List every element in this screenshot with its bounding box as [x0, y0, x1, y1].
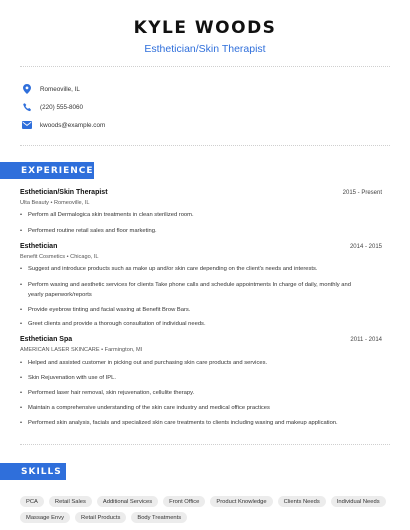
job-bullet: • Perform waxing and aesthetic services for clients Take phone calls and schedule appointments In charge of daily, monthly and yearly paperwork/reports — [20, 281, 365, 300]
contact-location — [22, 82, 80, 96]
skill-chip: Retail Products — [75, 512, 126, 523]
job-company-line: Ulta Beauty • Romeoville, IL — [20, 200, 90, 206]
skill-chip: Clients Needs — [278, 496, 326, 507]
job-bullet: • Maintain a comprehensive understanding of the skin care industry and medical office practices — [20, 404, 365, 414]
resume-header — [0, 18, 410, 55]
section-heading-experience: EXPERIENCE — [0, 162, 94, 179]
contact-email[interactable] — [22, 118, 105, 132]
job-title-headline: Esthetician/Skin Therapist — [144, 43, 266, 55]
company-name: AMERICAN LASER SKINCARE — [20, 347, 100, 353]
job-bullet: • Suggest and introduce products such as make up and/or skin care depending on the client's needs and interests. — [20, 265, 365, 275]
map-pin-icon — [22, 84, 32, 94]
job-bullet: • Skin Rejuvenation with use of IPL. — [20, 374, 365, 384]
job-title: Esthetician/Skin Therapist — [20, 189, 108, 196]
skill-chip: Retail Sales — [49, 496, 92, 507]
divider — [20, 444, 390, 445]
skill-chip: Body Treatments — [131, 512, 187, 523]
job-bullet: • Greet clients and provide a thorough consultation of individual needs. — [20, 320, 365, 330]
job-dates: 2011 - 2014 — [350, 337, 382, 343]
skill-chip: Massage Envy — [20, 512, 70, 523]
job-bullet: • Performed laser hair removal, skin rejuvenation, cellulite therapy. — [20, 389, 365, 399]
company-location: Chicago, IL — [70, 254, 99, 260]
job-bullet: • Performed skin analysis, facials and specialized skin care treatments to clients including waxing and makeup application. — [20, 419, 365, 429]
company-name: Ulta Beauty — [20, 200, 49, 206]
candidate-name: KYLE WOODS — [133, 18, 277, 38]
job-company-line: AMERICAN LASER SKINCARE • Farmington, MI — [20, 347, 143, 353]
skill-chip: Front Office — [163, 496, 205, 507]
job-dates: 2014 - 2015 — [349, 244, 382, 250]
location-text: Romeoville, IL — [40, 85, 80, 93]
company-location: Farmington, MI — [104, 347, 143, 353]
skill-chip: Additional Services — [97, 496, 158, 507]
section-heading-skills: SKILLS — [0, 463, 66, 480]
job-bullet: • Perform all Dermalogica skin treatments in clean sterilized room. — [20, 211, 365, 221]
envelope-icon — [22, 120, 32, 130]
phone-icon — [22, 102, 32, 112]
job-bullet: • Provide eyebrow tinting and facial waxing at Benefit Brow Bars. — [20, 306, 365, 316]
job-dates: 2015 - Present — [342, 190, 382, 196]
email-text[interactable]: kwoods@example.com — [40, 121, 106, 129]
company-name: Benefit Cosmetics — [20, 254, 66, 260]
company-location: Romeoville, IL — [54, 200, 90, 206]
job-title: Esthetician Spa — [20, 336, 73, 343]
skill-chip: PCA — [20, 496, 44, 507]
job-company-line: Benefit Cosmetics • Chicago, IL — [20, 254, 99, 260]
job-title: Esthetician — [20, 243, 58, 250]
contact-phone — [22, 100, 83, 114]
job-bullet: • Performed routine retail sales and floor marketing. — [20, 227, 365, 237]
divider — [20, 66, 390, 67]
phone-text: (220) 555-8060 — [40, 103, 84, 111]
skill-chip: Product Knowledge — [210, 496, 272, 507]
divider — [20, 145, 390, 146]
job-bullet: • Helped and assisted customer in picking out and purchasing skin care products and services. — [20, 359, 365, 369]
skills-list — [20, 496, 390, 523]
skill-chip: Individual Needs — [331, 496, 386, 507]
